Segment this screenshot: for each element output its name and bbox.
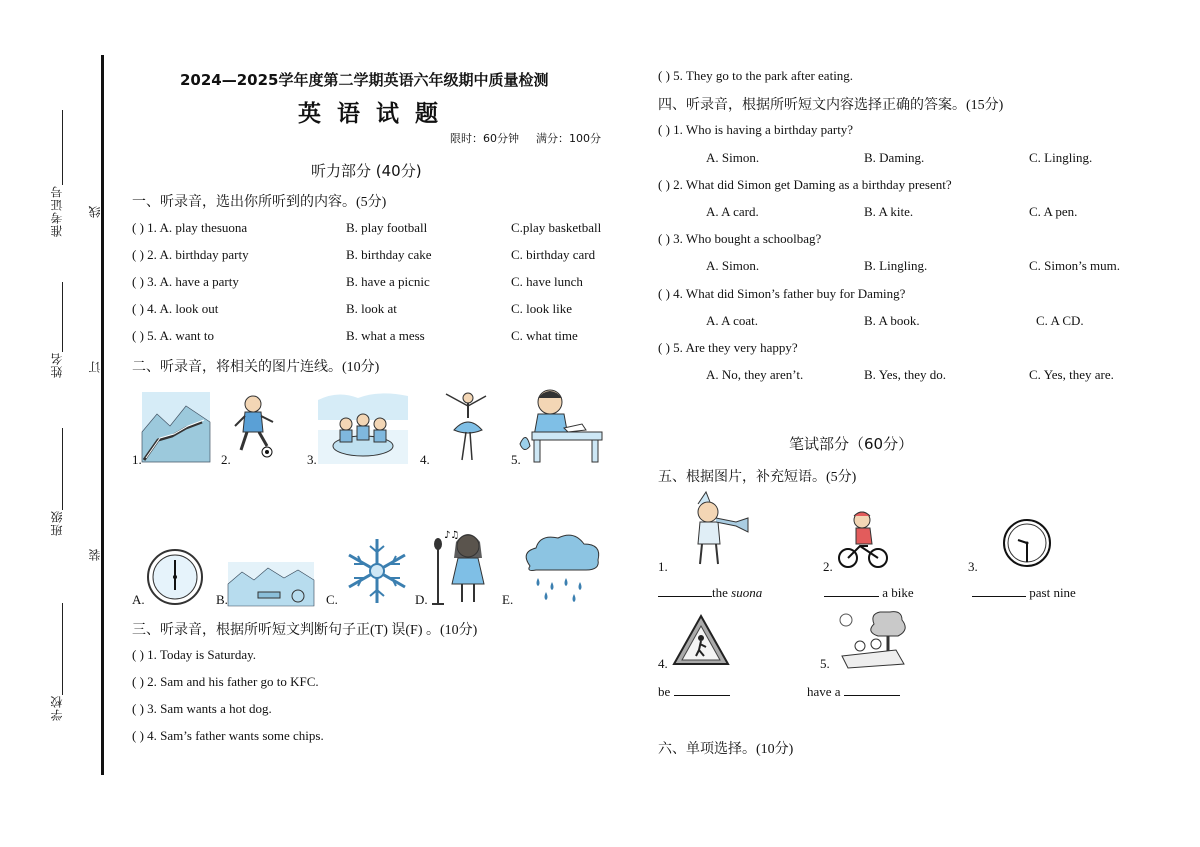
boy-playing-football-picture [231,394,279,460]
pic-label-C: C. [326,592,338,607]
part4-q5: ( ) 5. Are they very happy? [658,340,798,355]
writing-heading: 笔试部分（60分） [789,435,914,453]
part5-label-4: 4. [658,656,668,671]
answer-blank-4[interactable] [674,695,730,696]
great-wall-picture [142,392,210,462]
part1-item-5-b: B. what a mess [346,328,425,343]
binding-line [101,55,104,775]
part1-item-5-a: ( ) 5. A. want to [132,328,214,343]
part4-q1: ( ) 1. Who is having a birthday party? [658,122,854,137]
binding-char-ding: 订 [88,360,102,373]
pic-label-E: E. [502,592,514,607]
phrase-2-text: a bike [882,585,914,600]
pic-label-4: 4. [420,452,430,467]
part1-item-2-a: ( ) 2. A. birthday party [132,247,249,262]
part5-label-2: 2. [823,559,833,574]
phrase-5 [807,684,900,700]
part4-q4-c: C. A CD. [1036,313,1084,328]
part4-q5-c: C. Yes, they are. [1029,367,1114,382]
part1-item-3-a: ( ) 3. A. have a party [132,274,239,289]
full-score-text: 满分：100分 [536,132,601,145]
binding-char-xian: 线 [88,205,102,218]
girl-singing-picture [428,528,490,606]
part4-heading: 四、听录音，根据所听短文内容选择正确的答案。(15分) [658,98,1004,113]
part4-q1-c: C. Lingling. [1029,150,1093,165]
part1-item-4-b: B. look at [346,301,397,316]
part4-q2-c: C. A pen. [1029,204,1078,219]
part4-q3-c: C. Simon’s mum. [1029,258,1121,273]
svg-text:♪♫: ♪♫ [444,530,460,541]
part4-q4-b: B. A book. [864,313,920,328]
name-blank [62,282,63,352]
part3-item-3: ( ) 3. Sam wants a hot dog. [132,701,272,716]
phrase-1-text: the [712,585,728,600]
part3-item-1: ( ) 1. Today is Saturday. [132,647,257,662]
part5-label-5: 5. [820,656,830,671]
part5-label-3: 3. [968,559,978,574]
phrase-3-text: past nine [1029,585,1076,600]
class-blank [62,428,63,510]
phrase-2 [824,585,914,601]
time-limit-text: 限时：60分钟 [450,132,519,145]
rain-cloud-picture [520,532,602,604]
name-label: 姓名 [50,352,64,378]
part1-item-4-c: C. look like [511,301,573,316]
part4-q1-b: B. Daming. [864,150,925,165]
clock-picture-A [146,548,204,606]
phrase-5-text: have a [807,684,841,699]
exam-no-label: 准考证号 [50,185,64,237]
pic-label-5: 5. [511,452,521,467]
pic-label-B: B. [216,592,228,607]
binding-char-zhuang: 装 [88,548,102,561]
girl-at-desk-picture [520,384,602,464]
phrase-1-italic: suona [731,585,763,600]
part5-heading: 五、根据图片，补充短语。(5分) [658,470,857,485]
part4-q3-a: A. Simon. [706,258,760,273]
boy-playing-suona-picture [686,492,750,566]
picnic-scene-picture [836,610,910,670]
exam-no-blank [62,110,63,185]
part1-heading: 一、听录音，选出你所听到的内容。(5分) [132,195,387,210]
part1-item-3-c: C. have lunch [511,274,583,289]
part1-item-1-c: C.play basketball [511,220,602,235]
part1-item-2-b: B. birthday cake [346,247,432,262]
pic-label-2: 2. [221,452,231,467]
pic-label-D: D. [415,592,428,607]
phrase-4 [658,684,730,700]
part4-q2-a: A. A card. [706,204,759,219]
ballet-dancer-picture [440,388,490,464]
clock-half-past-nine-picture [1002,518,1052,568]
part1-item-1-b: B. play football [346,220,428,235]
part4-q4-a: A. A coat. [706,313,758,328]
boy-riding-bike-picture [838,510,888,570]
exam-subtitle: 英 语 试 题 [298,101,443,127]
part1-item-1-a: ( ) 1. A. play thesuona [132,220,248,235]
part1-item-3-b: B. have a picnic [346,274,430,289]
family-picnic-picture [318,390,408,464]
part2-heading: 二、听录音，将相关的图片连线。(10分) [132,360,380,375]
listening-heading: 听力部分 (40分) [311,162,422,180]
part1-item-5-c: C. what time [511,328,578,343]
answer-blank-3[interactable] [972,596,1026,597]
class-label: 班级 [50,510,64,536]
school-blank [62,603,63,695]
part3-item-4: ( ) 4. Sam’s father wants some chips. [132,728,324,743]
part4-q2: ( ) 2. What did Simon get Daming as a birthday present? [658,177,952,192]
part6-heading: 六、单项选择。(10分) [658,742,794,757]
part4-q3: ( ) 3. Who bought a schoolbag? [658,231,822,246]
part4-q1-a: A. Simon. [706,150,760,165]
school-label: 学校 [50,695,64,721]
part1-item-4-a: ( ) 4. A. look out [132,301,219,316]
part3-heading: 三、听录音，根据所听短文判断句子正(T) 误(F) 。(10分) [132,623,478,638]
part4-q3-b: B. Lingling. [864,258,928,273]
warning-sign-picture [672,614,730,666]
answer-blank-2[interactable] [824,596,879,597]
part4-q5-b: B. Yes, they do. [864,367,946,382]
part4-q5-a: A. No, they aren’t. [706,367,804,382]
pic-label-A: A. [132,592,145,607]
snowflake-picture [342,536,412,606]
part4-q4: ( ) 4. What did Simon’s father buy for Daming? [658,286,906,301]
part1-item-2-c: C. birthday card [511,247,596,262]
park-landscape-picture [228,562,314,606]
time-limit [450,130,601,146]
pic-label-1: 1. [132,452,142,467]
part3-item-5: ( ) 5. They go to the park after eating. [658,68,854,83]
pic-label-3: 3. [307,452,317,467]
answer-blank-5[interactable] [844,695,900,696]
phrase-4-text: be [658,684,671,699]
part4-q2-b: B. A kite. [864,204,914,219]
part5-label-1: 1. [658,559,668,574]
answer-blank-1[interactable] [658,596,712,597]
part3-item-2: ( ) 2. Sam and his father go to KFC. [132,674,319,689]
phrase-1 [658,585,762,601]
exam-title: 2024—2025学年度第二学期英语六年级期中质量检测 [180,71,549,89]
phrase-3 [972,585,1076,601]
